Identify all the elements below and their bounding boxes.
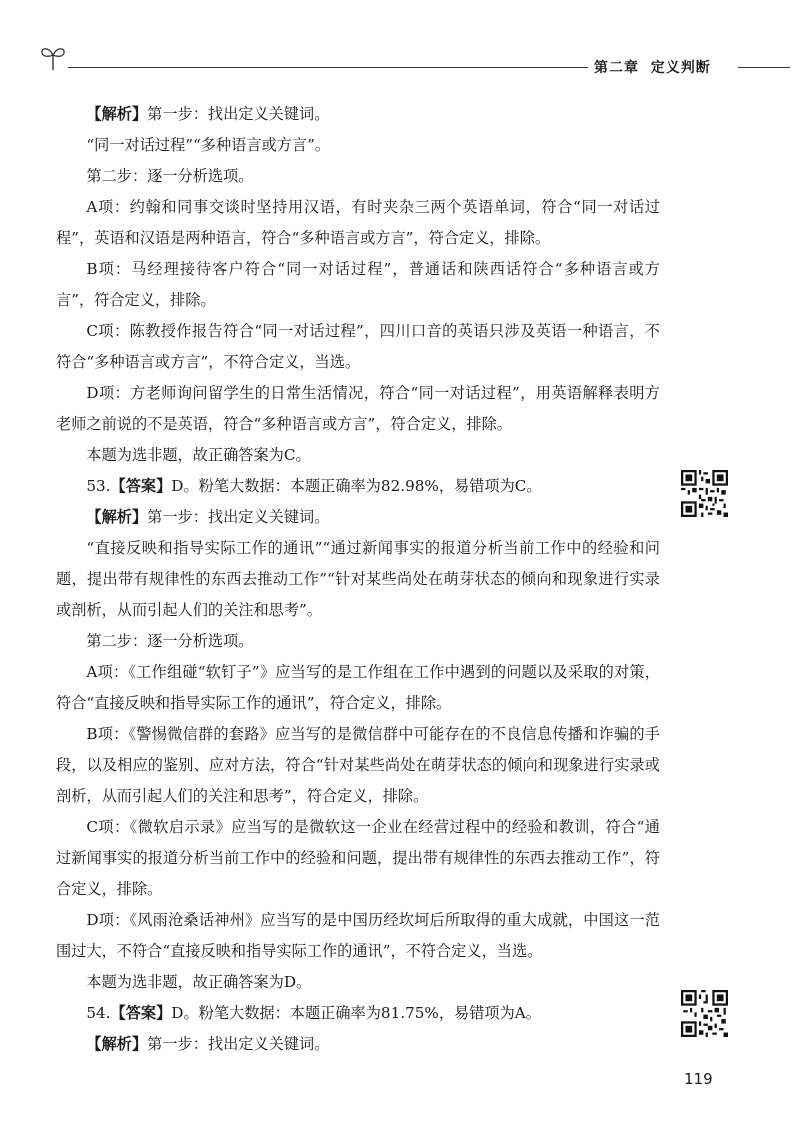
paragraph-text: D项：《风雨沧桑话神州》应当写的是中国历经坎坷后所取得的重大成就，中国这一范围过大，不符合“直接反映和指导实际工作的通讯”，不符合定义，当选。 <box>56 911 660 960</box>
paragraph <box>56 254 660 316</box>
paragraph-text: 第一步：找出定义关键词。 <box>147 508 330 526</box>
analysis-tag: 【解析】 <box>86 105 148 123</box>
paragraph <box>56 316 660 378</box>
paragraph-text: D。粉笔大数据：本题正确率为82.98%，易错项为C。 <box>171 477 542 495</box>
paragraph <box>56 657 660 719</box>
page-body <box>56 99 660 1060</box>
paragraph-text: C项：《微软启示录》应当写的是微软这一企业在经营过程中的经验和教训，符合“通过新闻事实的报道分析当前工作中的经验和问题，提出带有规律性的东西去推动工作”，符合定义，排除。 <box>56 818 660 898</box>
analysis-tag: 【解析】 <box>86 508 148 526</box>
paragraph-text: B项：《警惕微信群的套路》应当写的是微信群中可能存在的不良信息传播和诈骗的手段，以及相应的鉴别、应对方法，符合“针对某些尚处在萌芽状态的倾向和现象进行实录或剖析，从而引起人们的关注和思考”，符合定义，排除。 <box>56 725 660 805</box>
answer-tag: 【答案】 <box>110 477 172 495</box>
paragraph <box>56 440 660 471</box>
paragraph <box>56 626 660 657</box>
paragraph <box>56 502 660 533</box>
paragraph <box>56 192 660 254</box>
section-title: 定义判断 <box>650 60 711 76</box>
paragraph <box>56 378 660 440</box>
paragraph-text: 本题为选非题，故正确答案为D。 <box>86 973 312 991</box>
paragraph <box>56 99 660 130</box>
qr-code-icon[interactable] <box>681 470 728 517</box>
question-number: 53. <box>86 477 111 495</box>
paragraph-text: A项：《工作组碰“软钉子”》应当写的是工作组在工作中遇到的问题以及采取的对策，符合“直接反映和指导实际工作的通讯”，符合定义，排除。 <box>56 663 660 712</box>
question-number: 54. <box>86 1004 111 1022</box>
paragraph-text: 第二步：逐一分析选项。 <box>86 632 254 650</box>
paragraph <box>56 161 660 192</box>
paragraph-text: “直接反映和指导实际工作的通讯”“通过新闻事实的报道分析当前工作中的经验和问题，提出带有规律性的东西去推动工作”“针对某些尚处在萌芽状态的倾向和现象进行实录或剖析，从而引起人们的关注和思考”。 <box>56 539 660 619</box>
paragraph-text: 第二步：逐一分析选项。 <box>86 167 254 185</box>
paragraph-text: 第一步：找出定义关键词。 <box>147 105 330 123</box>
paragraph-text: 本题为选非题，故正确答案为C。 <box>86 446 311 464</box>
page-number: 119 <box>684 1070 713 1088</box>
paragraph-text: D项：方老师询问留学生的日常生活情况，符合“同一对话过程”，用英语解释表明方老师之前说的不是英语，符合“多种语言或方言”，符合定义，排除。 <box>56 384 660 433</box>
sprout-icon <box>38 42 68 72</box>
paragraph-text: A项：约翰和同事交谈时坚持用汉语，有时夹杂三两个英语单词，符合“同一对话过程”，英语和汉语是两种语言，符合“多种语言或方言”，符合定义，排除。 <box>56 198 660 247</box>
chapter-title <box>594 57 711 77</box>
paragraph <box>56 1029 660 1060</box>
paragraph <box>56 967 660 998</box>
paragraph <box>56 719 660 812</box>
chapter-number: 第二章 <box>594 60 639 76</box>
paragraph <box>56 471 660 502</box>
paragraph <box>56 998 660 1029</box>
paragraph <box>56 533 660 626</box>
answer-tag: 【答案】 <box>110 1004 172 1022</box>
paragraph <box>56 812 660 905</box>
header-rule <box>68 67 588 68</box>
paragraph-text: D。粉笔大数据：本题正确率为81.75%，易错项为A。 <box>171 1004 541 1022</box>
paragraph-text: C项：陈教授作报告符合“同一对话过程”，四川口音的英语只涉及英语一种语言，不符合“多种语言或方言”，不符合定义，当选。 <box>56 322 660 371</box>
header-rule-right <box>738 67 790 68</box>
paragraph <box>56 130 660 161</box>
qr-code-icon[interactable] <box>681 990 728 1037</box>
paragraph-text: 第一步：找出定义关键词。 <box>147 1035 330 1053</box>
paragraph-text: “同一对话过程”“多种语言或方言”。 <box>86 136 331 154</box>
paragraph-text: B项：马经理接待客户符合“同一对话过程”，普通话和陕西话符合“多种语言或方言”，符合定义，排除。 <box>56 260 660 309</box>
analysis-tag: 【解析】 <box>86 1035 148 1053</box>
page-header <box>38 40 790 80</box>
paragraph <box>56 905 660 967</box>
